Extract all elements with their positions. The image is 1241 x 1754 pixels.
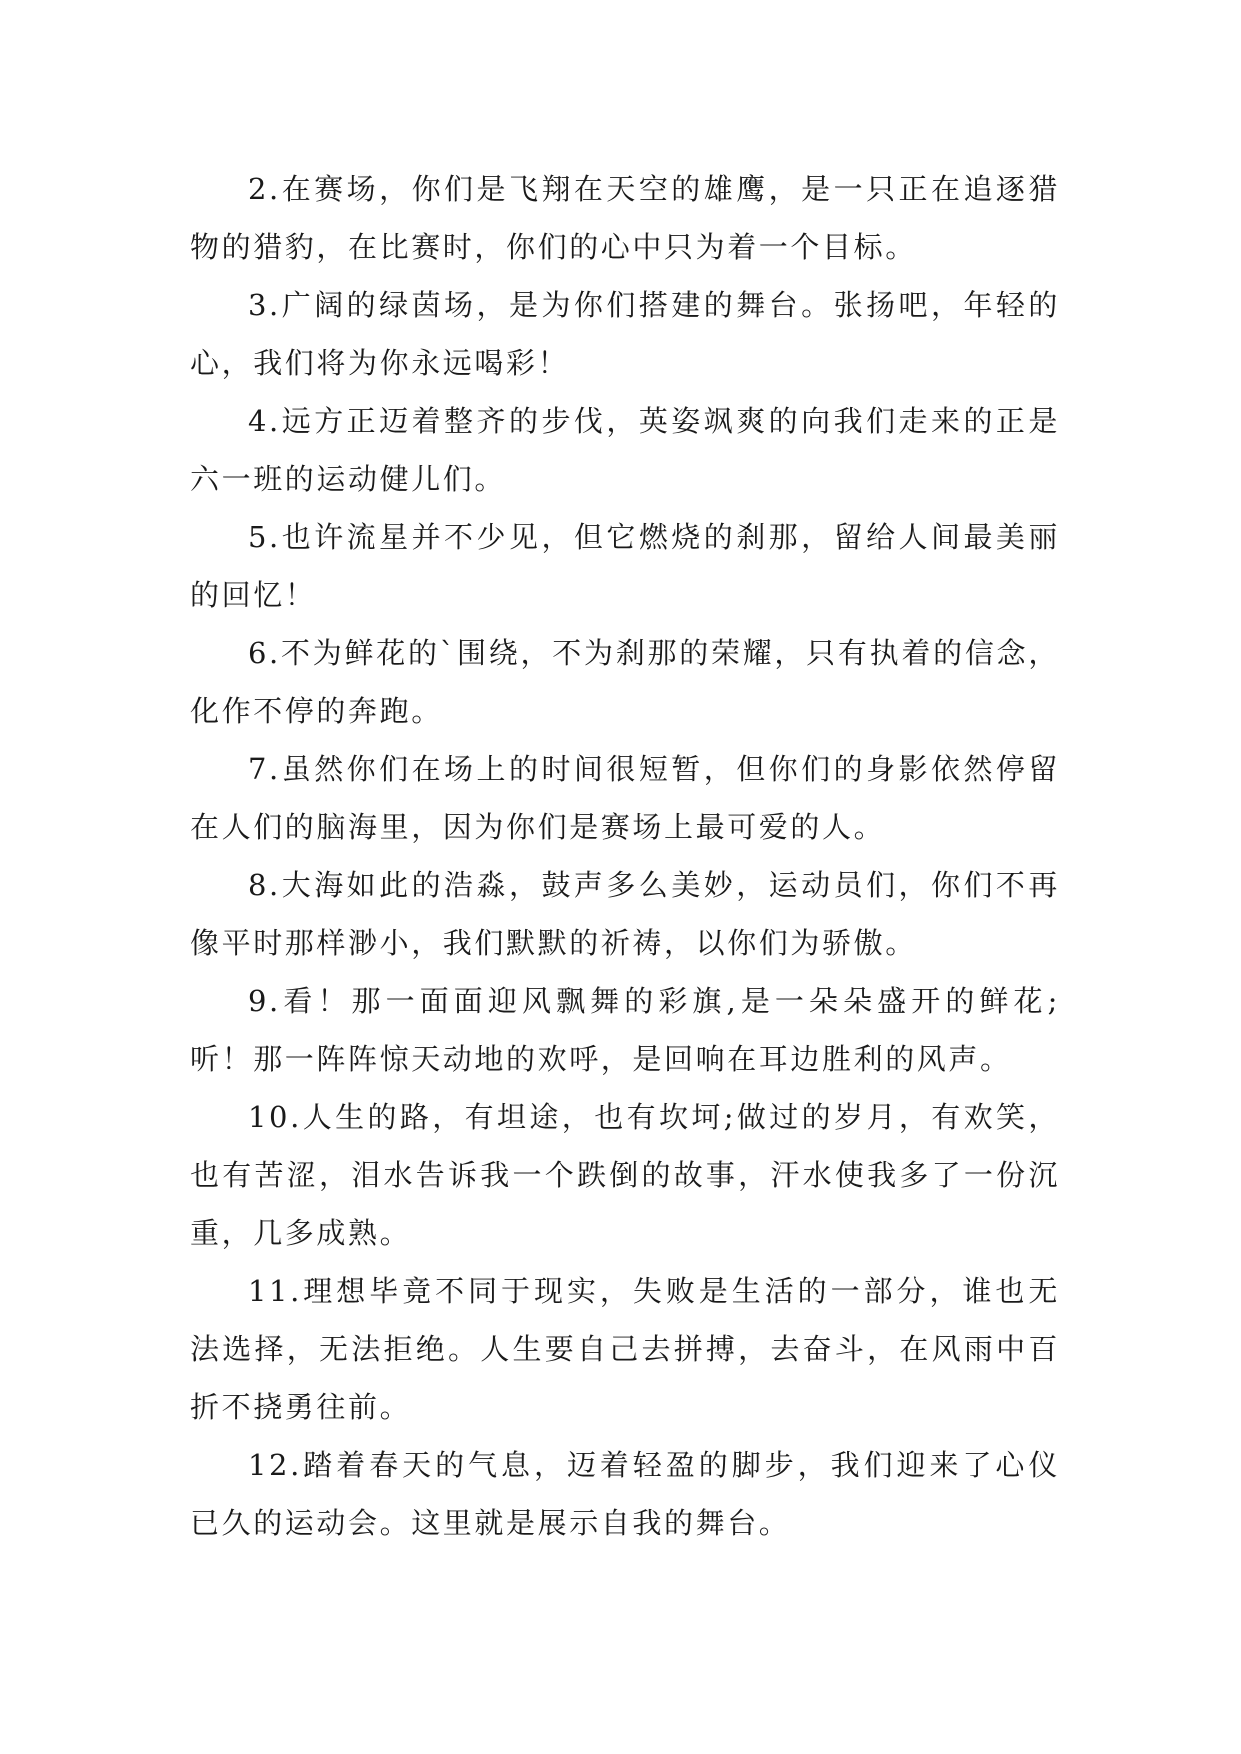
paragraph-9: 9.看！那一面面迎风飘舞的彩旗,是一朵朵盛开的鲜花;听！那一阵阵惊天动地的欢呼，是回响在耳边胜利的风声。 (190, 984, 1060, 1076)
paragraph-11: 11.理想毕竟不同于现实，失败是生活的一部分，谁也无法选择，无法拒绝。人生要自己去拼搏，去奋斗，在风雨中百折不挠勇往前。 (190, 1274, 1060, 1424)
paragraph-8: 8.大海如此的浩淼，鼓声多么美妙，运动员们，你们不再像平时那样渺小，我们默默的祈祷，以你们为骄傲。 (190, 868, 1060, 960)
paragraph-10: 10.人生的路，有坦途，也有坎坷;做过的岁月，有欢笑，也有苦涩，泪水告诉我一个跌倒的故事，汗水使我多了一份沉重，几多成熟。 (190, 1100, 1060, 1250)
paragraph-6: 6.不为鲜花的`围绕，不为刹那的荣耀，只有执着的信念，化作不停的奔跑。 (190, 636, 1060, 728)
paragraph-3: 3.广阔的绿茵场，是为你们搭建的舞台。张扬吧，年轻的心，我们将为你永远喝彩！ (190, 288, 1060, 380)
paragraph-4: 4.远方正迈着整齐的步伐，英姿飒爽的向我们走来的正是六一班的运动健儿们。 (190, 404, 1060, 496)
document-body (190, 160, 1060, 1552)
paragraph-7: 7.虽然你们在场上的时间很短暂，但你们的身影依然停留在人们的脑海里，因为你们是赛场上最可爱的人。 (190, 752, 1060, 844)
paragraph-5: 5.也许流星并不少见，但它燃烧的刹那，留给人间最美丽的回忆！ (190, 520, 1060, 612)
paragraph-2: 2.在赛场，你们是飞翔在天空的雄鹰，是一只正在追逐猎物的猎豹，在比赛时，你们的心中只为着一个目标。 (190, 172, 1060, 264)
paragraph-12: 12.踏着春天的气息，迈着轻盈的脚步，我们迎来了心仪已久的运动会。这里就是展示自我的舞台。 (190, 1448, 1060, 1540)
